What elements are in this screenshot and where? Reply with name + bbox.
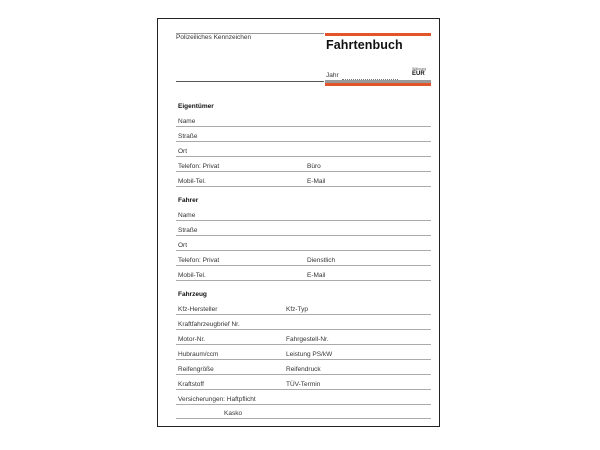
- owner-heading: Eigentümer: [178, 103, 214, 110]
- vehicle-tire-line[interactable]: [176, 374, 431, 375]
- driver-heading: Fahrer: [178, 197, 199, 204]
- vehicle-tire-size-label: Reifengröße: [178, 366, 214, 373]
- vehicle-engine-line[interactable]: [176, 344, 431, 345]
- vehicle-chassis-label: Fahrgestell-Nr.: [286, 336, 329, 343]
- driver-name-line[interactable]: [176, 220, 431, 221]
- vehicle-power-label: Leistung PS/kW: [286, 351, 333, 358]
- vehicle-fuel-label: Kraftstoff: [178, 381, 204, 388]
- vehicle-manufacturer-label: Kfz-Hersteller: [178, 306, 218, 313]
- insurance-liability-label: Versicherungen: Haftpflicht: [178, 396, 256, 403]
- vehicle-type-label: Kfz-Typ: [286, 306, 309, 313]
- driver-city-line[interactable]: [176, 250, 431, 251]
- title-accent-bar: [325, 33, 431, 36]
- driver-mobile-line[interactable]: [176, 280, 431, 281]
- owner-name-label: Name: [178, 118, 196, 125]
- driver-phone-line[interactable]: [176, 265, 431, 266]
- owner-street-line[interactable]: [176, 141, 431, 142]
- currency-label: EUR: [412, 71, 425, 77]
- driver-name-label: Name: [178, 212, 196, 219]
- owner-phone-office-label: Büro: [307, 163, 321, 170]
- owner-city-label: Ort: [178, 148, 188, 155]
- owner-email-label: E-Mail: [307, 178, 326, 185]
- owner-name-line[interactable]: [176, 126, 431, 127]
- vehicle-inspection-label: TÜV-Termin: [286, 381, 321, 388]
- form-title: Fahrtenbuch: [326, 38, 403, 52]
- driver-mobile-label: Mobil-Tel.: [178, 272, 206, 279]
- driver-phone-private-label: Telefon: Privat: [178, 257, 220, 264]
- plate-label: Polizeiliches Kennzeichen: [176, 34, 252, 41]
- owner-street-label: Straße: [178, 133, 198, 140]
- insurance-comprehensive-line[interactable]: [176, 418, 431, 419]
- vehicle-registration-line[interactable]: [176, 329, 431, 330]
- driver-phone-business-label: Dienstlich: [307, 257, 336, 264]
- owner-phone-private-label: Telefon: Privat: [178, 163, 220, 170]
- owner-mobile-label: Mobil-Tel.: [178, 178, 206, 185]
- logbook-form-sheet: [157, 18, 440, 427]
- header-orange-band: [325, 83, 431, 86]
- driver-email-label: E-Mail: [307, 272, 326, 279]
- owner-mobile-line[interactable]: [176, 186, 431, 187]
- vehicle-fuel-line[interactable]: [176, 389, 431, 390]
- insurance-liability-line[interactable]: [176, 404, 431, 405]
- vehicle-tire-pressure-label: Reifendruck: [286, 366, 321, 373]
- driver-street-line[interactable]: [176, 235, 431, 236]
- year-label: Jahr: [326, 72, 339, 79]
- vehicle-engine-label: Motor-Nr.: [178, 336, 206, 343]
- driver-street-label: Straße: [178, 227, 198, 234]
- vehicle-manufacturer-line[interactable]: [176, 314, 431, 315]
- plate-field-line[interactable]: [176, 81, 324, 82]
- vehicle-registration-label: Kraftfahrzeugbrief Nr.: [178, 321, 240, 328]
- vehicle-displacement-label: Hubraum/ccm: [178, 351, 219, 358]
- owner-city-line[interactable]: [176, 156, 431, 157]
- vehicle-heading: Fahrzeug: [178, 291, 207, 298]
- vehicle-displacement-line[interactable]: [176, 359, 431, 360]
- currency-caption: Währung: [412, 67, 427, 71]
- driver-city-label: Ort: [178, 242, 188, 249]
- insurance-comprehensive-label: Kasko: [224, 410, 243, 417]
- owner-phone-line[interactable]: [176, 171, 431, 172]
